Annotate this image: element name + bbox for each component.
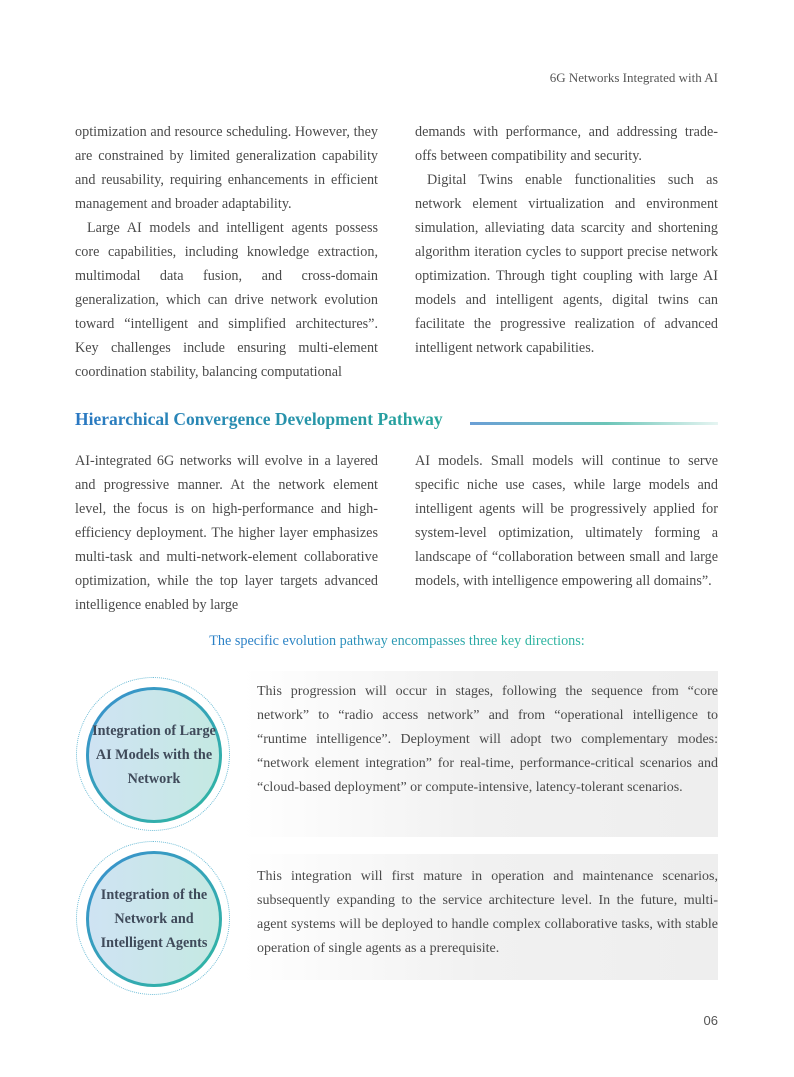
paragraph: optimization and resource scheduling. However, they are constrained by limited generalization capability and reusability, requiring enhancements in efficient management and broader adaptability. (75, 124, 378, 212)
direction-label: Integration of Large AI Models with the Network (92, 723, 216, 787)
paragraph: demands with performance, and addressing trade-offs between compatibility and security. (415, 124, 718, 164)
circle-badge (76, 677, 230, 831)
paragraph: Large AI models and intelligent agents possess core capabilities, including knowledge extraction, multimodal data fusion, and cross-domain generalization, which can drive network evolution toward “intelligent and simplified architectures”. Key challenges include ensuring multi-element coordination stability, balancing computational (75, 220, 378, 380)
paragraph: Digital Twins enable functionalities such as network element virtualization and environment simulation, alleviating data scarcity and shortening algorithm iteration cycles to support precise network optimization. Through tight coupling with large AI models and intelligent agents, digital twins can facilitate the progressive realization of advanced intelligent network capabilities. (415, 172, 718, 356)
top-right-column (415, 120, 718, 360)
section-right-column (415, 449, 718, 593)
paragraph: AI models. Small models will continue to serve specific niche use cases, while large models and intelligent agents will be progressively applied for system-level optimization, ultimately forming a landscape of “collaboration between small and large models, with intelligence empowering all domains”. (415, 453, 718, 589)
direction-description: This integration will first mature in operation and maintenance scenarios, subsequently expanding to the service architecture level. In the future, multi-agent systems will be deployed to handle complex collaborative tasks, with stable operation of single agents as a prerequisite. (257, 869, 718, 956)
circle-badge (76, 841, 230, 995)
paragraph: AI-integrated 6G networks will evolve in a layered and progressive manner. At the network element level, the focus is on high-performance and high-efficiency deployment. The higher layer emphasizes multi-task and multi-network-element collaborative optimization, while the top layer targets advanced intelligence enabled by large (75, 453, 378, 613)
directions-lead-line: The specific evolution pathway encompasses three key directions: (0, 633, 794, 650)
direction-card-large-ai-models (75, 671, 718, 837)
direction-label: Integration of the Network and Intelligent Agents (100, 887, 208, 951)
title-divider (470, 422, 718, 425)
direction-description: This progression will occur in stages, following the sequence from “core network” to “radio access network” and from “operational intelligence to “runtime intelligence”. Deployment will adopt two complementary modes: “network element integration” for real-time, performance-critical scenarios and “cloud-based deployment” or compute-intensive, latency-tolerant scenarios. (257, 684, 718, 795)
circle-badge-inner (86, 687, 222, 823)
direction-card-intelligent-agents (75, 854, 718, 980)
running-header: 6G Networks Integrated with AI (549, 70, 718, 85)
section-title: Hierarchical Convergence Development Pathway (75, 409, 443, 429)
top-left-column (75, 120, 378, 384)
circle-badge-inner (86, 851, 222, 987)
page-number: 06 (703, 1013, 718, 1028)
section-left-column (75, 449, 378, 617)
